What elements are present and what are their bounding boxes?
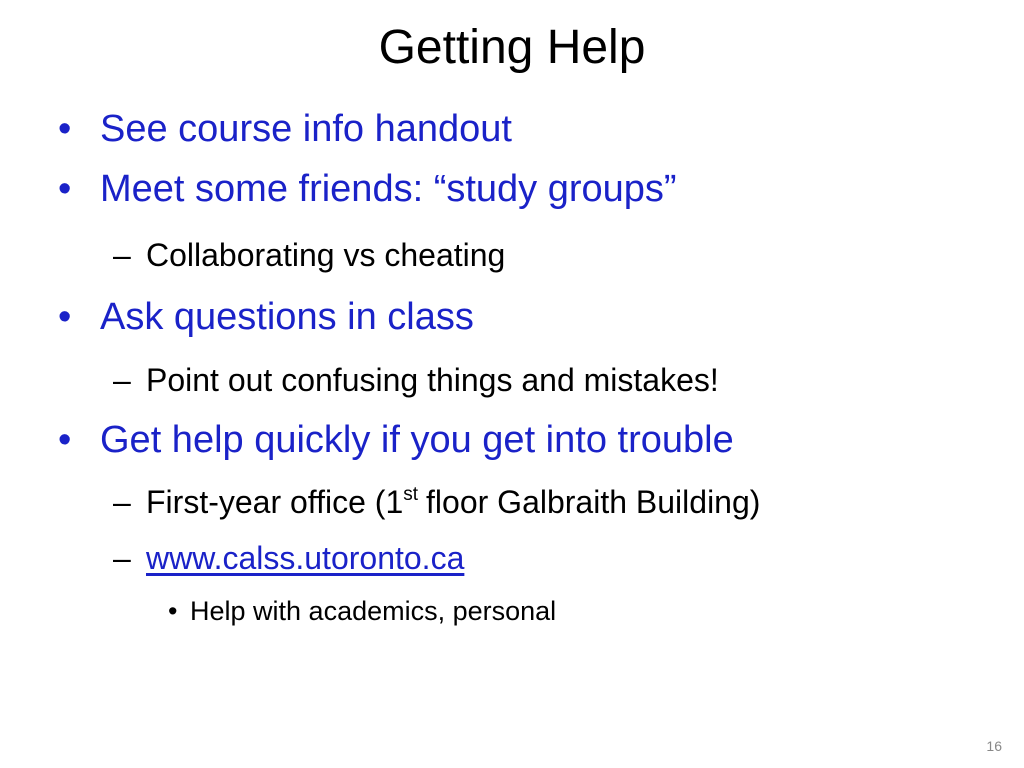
- bullet-get-help: [58, 417, 734, 463]
- subbullet-text: Point out confusing things and mistakes!: [146, 362, 719, 398]
- slide-number: 16: [986, 738, 1002, 754]
- subbullet-text-end: floor Galbraith Building): [426, 484, 761, 520]
- bullet-marker: •: [58, 168, 72, 210]
- subsubbullet-text: Help with academics, personal: [190, 596, 557, 626]
- ordinal-superscript: st: [403, 484, 419, 505]
- calss-website-link[interactable]: www.calss.utoronto.ca: [146, 540, 465, 576]
- subbullet-point-out: [113, 360, 719, 400]
- bullet-marker: •: [58, 419, 72, 461]
- slide-title: Getting Help: [378, 21, 646, 74]
- subbullet-text-start: First-year office (1: [146, 484, 404, 520]
- subsubbullet-academics: [168, 594, 556, 628]
- bullet-marker: •: [58, 108, 72, 150]
- dash-marker: –: [113, 540, 131, 576]
- subbullet-collaborating: [113, 235, 505, 275]
- bullet-text: Get help quickly if you get into trouble: [100, 419, 734, 461]
- subbullet-first-year-office: [113, 482, 760, 528]
- bullet-ask-questions: [58, 294, 474, 340]
- subbullet-website: [113, 538, 464, 578]
- bullet-text: See course info handout: [100, 108, 512, 150]
- bullet-marker: •: [58, 296, 72, 338]
- dash-marker: –: [113, 362, 131, 398]
- bullet-text: Ask questions in class: [100, 296, 474, 338]
- subbullet-text: Collaborating vs cheating: [146, 237, 506, 273]
- bullet-course-info: [58, 106, 512, 152]
- bullet-marker: •: [168, 596, 178, 626]
- bullet-text: Meet some friends: “study groups”: [100, 168, 677, 210]
- dash-marker: –: [113, 237, 131, 273]
- bullet-study-groups: [58, 166, 677, 212]
- dash-marker: –: [113, 484, 131, 520]
